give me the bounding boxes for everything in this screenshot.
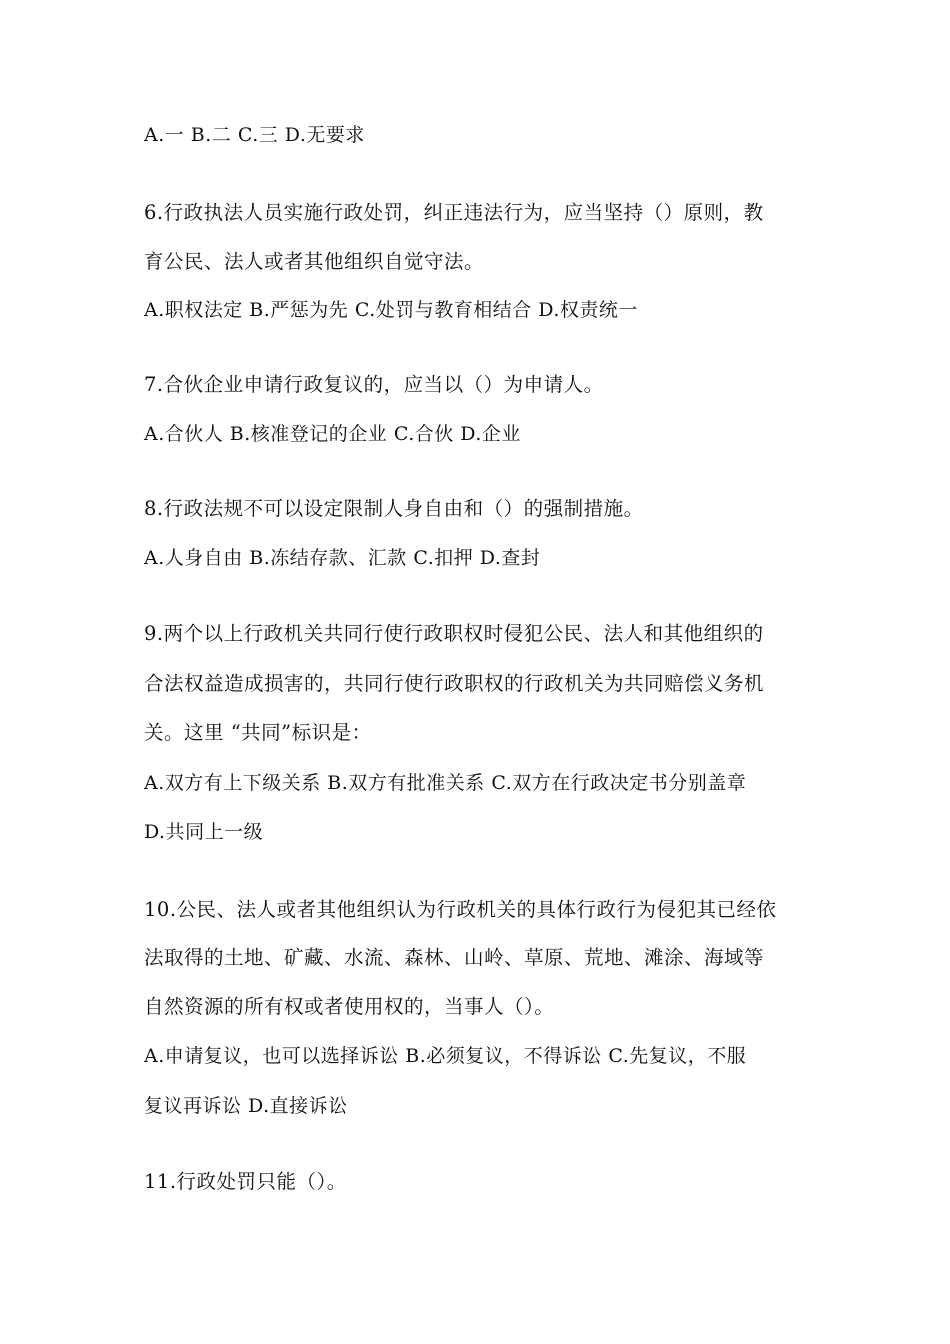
options-q8: A.人身自由 B.冻结存款、汇款 C.扣押 D.查封: [144, 547, 541, 569]
question-8: 8.行政法规不可以设定限制人身自由和（）的强制措施。: [144, 497, 644, 520]
question-9-line-1: 9.两个以上行政机关共同行使行政职权时侵犯公民、法人和其他组织的: [144, 622, 764, 645]
options-q9-line-1: A.双方有上下级关系 B.双方有批准关系 C.双方在行政决定书分别盖章: [144, 772, 747, 794]
question-10-line-2: 法取得的土地、矿藏、水流、森林、山岭、草原、荒地、滩涂、海域等: [144, 946, 765, 969]
options-q10-line-2: 复议再诉讼 D.直接诉讼: [144, 1095, 348, 1117]
question-6-line-2: 育公民、法人或者其他组织自觉守法。: [144, 250, 485, 273]
options-q10-line-1: A.申请复议，也可以选择诉讼 B.必须复议，不得诉讼 C.先复议，不服: [144, 1045, 747, 1067]
options-q6: A.职权法定 B.严惩为先 C.处罚与教育相结合 D.权责统一: [144, 299, 638, 321]
question-6-line-1: 6.行政执法人员实施行政处罚，纠正违法行为，应当坚持（）原则，教: [144, 201, 764, 224]
question-10-line-1: 10.公民、法人或者其他组织认为行政机关的具体行政行为侵犯其已经依: [144, 898, 777, 921]
options-q7: A.合伙人 B.核准登记的企业 C.合伙 D.企业: [144, 423, 521, 445]
options-q9-line-2: D.共同上一级: [144, 821, 264, 843]
question-11: 11.行政处罚只能（）。: [144, 1170, 347, 1193]
options-q5: A.一 B.二 C.三 D.无要求: [144, 124, 365, 146]
question-10-line-3: 自然资源的所有权或者使用权的，当事人（）。: [144, 995, 555, 1018]
question-9-line-2: 合法权益造成损害的，共同行使行政职权的行政机关为共同赔偿义务机: [144, 672, 765, 695]
question-7: 7.合伙企业申请行政复议的，应当以（）为申请人。: [144, 373, 604, 396]
question-9-line-3: 关。这里 “共同”标识是：: [144, 721, 372, 744]
